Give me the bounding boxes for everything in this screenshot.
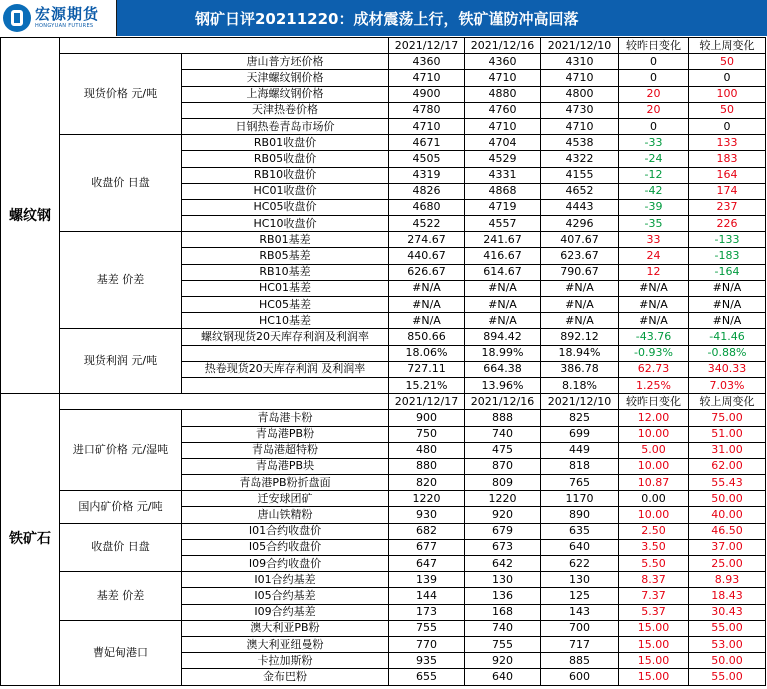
group-label: 收盘价 日盘 bbox=[60, 523, 182, 572]
value-cell: 130 bbox=[465, 572, 541, 588]
value-cell: 740 bbox=[465, 620, 541, 636]
value-cell: 699 bbox=[541, 426, 619, 442]
change-cell: #N/A bbox=[689, 280, 766, 296]
page-title: 钢矿日评20211220：成材震荡上行，铁矿谨防冲高回落 bbox=[117, 0, 767, 36]
value-cell: 1220 bbox=[389, 491, 465, 507]
change-cell: -33 bbox=[619, 135, 689, 151]
value-cell: 4710 bbox=[389, 70, 465, 86]
change-cell: -164 bbox=[689, 264, 766, 280]
value-cell: 144 bbox=[389, 588, 465, 604]
column-header: 2021/12/17 bbox=[389, 394, 465, 410]
table-row bbox=[1, 572, 766, 588]
change-cell: 55.00 bbox=[689, 669, 766, 685]
change-cell: 53.00 bbox=[689, 636, 766, 652]
indicator-name: 青岛港PB块 bbox=[182, 458, 389, 474]
value-cell: 4800 bbox=[541, 86, 619, 102]
value-cell: 4652 bbox=[541, 183, 619, 199]
change-cell: 183 bbox=[689, 151, 766, 167]
value-cell: 4322 bbox=[541, 151, 619, 167]
change-cell: 15.00 bbox=[619, 620, 689, 636]
indicator-name: 青岛港卡粉 bbox=[182, 410, 389, 426]
value-cell: 416.67 bbox=[465, 248, 541, 264]
header-blank bbox=[60, 38, 389, 54]
indicator-name: 澳大利亚PB粉 bbox=[182, 620, 389, 636]
value-cell: #N/A bbox=[541, 313, 619, 329]
value-cell: #N/A bbox=[465, 297, 541, 313]
value-cell: #N/A bbox=[541, 297, 619, 313]
change-cell: #N/A bbox=[619, 280, 689, 296]
change-cell: -0.93% bbox=[619, 345, 689, 361]
value-cell: 1170 bbox=[541, 491, 619, 507]
group-label: 曹妃甸港口 bbox=[60, 620, 182, 685]
change-cell: 12.00 bbox=[619, 410, 689, 426]
value-cell: 475 bbox=[465, 442, 541, 458]
change-cell: -0.88% bbox=[689, 345, 766, 361]
value-cell: 13.96% bbox=[465, 377, 541, 393]
indicator-name: HC01基差 bbox=[182, 280, 389, 296]
column-header: 2021/12/17 bbox=[389, 38, 465, 54]
change-cell: 0 bbox=[619, 70, 689, 86]
value-cell: 386.78 bbox=[541, 361, 619, 377]
value-cell: 4730 bbox=[541, 102, 619, 118]
value-cell: 682 bbox=[389, 523, 465, 539]
column-header: 2021/12/10 bbox=[541, 394, 619, 410]
indicator-name: 卡拉加斯粉 bbox=[182, 653, 389, 669]
change-cell: 133 bbox=[689, 135, 766, 151]
header-row bbox=[1, 394, 766, 410]
value-cell: 449 bbox=[541, 442, 619, 458]
group-label: 基差 价差 bbox=[60, 572, 182, 621]
indicator-name: I09合约收盘价 bbox=[182, 556, 389, 572]
change-cell: 20 bbox=[619, 86, 689, 102]
change-cell: -12 bbox=[619, 167, 689, 183]
value-cell: 790.67 bbox=[541, 264, 619, 280]
value-cell: 18.94% bbox=[541, 345, 619, 361]
change-cell: #N/A bbox=[689, 313, 766, 329]
value-cell: 4505 bbox=[389, 151, 465, 167]
value-cell: 274.67 bbox=[389, 232, 465, 248]
value-cell: 930 bbox=[389, 507, 465, 523]
value-cell: 4680 bbox=[389, 199, 465, 215]
change-cell: -41.46 bbox=[689, 329, 766, 345]
value-cell: 642 bbox=[465, 556, 541, 572]
change-cell: 0 bbox=[619, 54, 689, 70]
change-cell: 10.00 bbox=[619, 507, 689, 523]
indicator-name bbox=[182, 377, 389, 393]
indicator-name: RB05收盘价 bbox=[182, 151, 389, 167]
change-cell: 0.00 bbox=[619, 491, 689, 507]
value-cell: 727.11 bbox=[389, 361, 465, 377]
column-header: 2021/12/16 bbox=[465, 38, 541, 54]
section-label: 铁矿石 bbox=[1, 394, 60, 685]
indicator-name: 天津热卷价格 bbox=[182, 102, 389, 118]
change-cell: 174 bbox=[689, 183, 766, 199]
value-cell: 870 bbox=[465, 458, 541, 474]
change-cell: 7.03% bbox=[689, 377, 766, 393]
value-cell: 4826 bbox=[389, 183, 465, 199]
indicator-name: 上海螺纹钢价格 bbox=[182, 86, 389, 102]
indicator-name: I09合约基差 bbox=[182, 604, 389, 620]
column-header: 较昨日变化 bbox=[619, 38, 689, 54]
value-cell: 4710 bbox=[541, 118, 619, 134]
value-cell: 820 bbox=[389, 475, 465, 491]
logo-icon bbox=[3, 4, 31, 32]
change-cell: 50 bbox=[689, 102, 766, 118]
group-label: 收盘价 日盘 bbox=[60, 135, 182, 232]
indicator-name: 天津螺纹钢价格 bbox=[182, 70, 389, 86]
change-cell: 340.33 bbox=[689, 361, 766, 377]
value-cell: 4443 bbox=[541, 199, 619, 215]
logo-name-en: HONGYUAN FUTURES bbox=[35, 23, 94, 29]
change-cell: -24 bbox=[619, 151, 689, 167]
value-cell: 673 bbox=[465, 539, 541, 555]
value-cell: 4710 bbox=[541, 70, 619, 86]
indicator-name: HC05基差 bbox=[182, 297, 389, 313]
change-cell: 7.37 bbox=[619, 588, 689, 604]
value-cell: 717 bbox=[541, 636, 619, 652]
change-cell: 55.00 bbox=[689, 620, 766, 636]
header-row bbox=[1, 38, 766, 54]
change-cell: 30.43 bbox=[689, 604, 766, 620]
value-cell: 885 bbox=[541, 653, 619, 669]
value-cell: 407.67 bbox=[541, 232, 619, 248]
indicator-name: I05合约收盘价 bbox=[182, 539, 389, 555]
value-cell: 640 bbox=[541, 539, 619, 555]
data-table bbox=[0, 37, 766, 686]
change-cell: 1.25% bbox=[619, 377, 689, 393]
change-cell: 164 bbox=[689, 167, 766, 183]
value-cell: 4671 bbox=[389, 135, 465, 151]
value-cell: 818 bbox=[541, 458, 619, 474]
value-cell: 655 bbox=[389, 669, 465, 685]
value-cell: 900 bbox=[389, 410, 465, 426]
change-cell: 8.93 bbox=[689, 572, 766, 588]
value-cell: 679 bbox=[465, 523, 541, 539]
indicator-name: I01合约基差 bbox=[182, 572, 389, 588]
indicator-name: 澳大利亚纽曼粉 bbox=[182, 636, 389, 652]
value-cell: #N/A bbox=[389, 297, 465, 313]
change-cell: 62.00 bbox=[689, 458, 766, 474]
value-cell: 4868 bbox=[465, 183, 541, 199]
change-cell: 75.00 bbox=[689, 410, 766, 426]
group-label: 进口矿价格 元/湿吨 bbox=[60, 410, 182, 491]
table-row bbox=[1, 491, 766, 507]
value-cell: 4522 bbox=[389, 216, 465, 232]
value-cell: 125 bbox=[541, 588, 619, 604]
value-cell: 892.12 bbox=[541, 329, 619, 345]
change-cell: -35 bbox=[619, 216, 689, 232]
group-label: 现货利润 元/吨 bbox=[60, 329, 182, 394]
change-cell: #N/A bbox=[689, 297, 766, 313]
change-cell: #N/A bbox=[619, 297, 689, 313]
section-label: 螺纹钢 bbox=[1, 38, 60, 394]
value-cell: 770 bbox=[389, 636, 465, 652]
value-cell: 130 bbox=[541, 572, 619, 588]
indicator-name: 螺纹钢现货20天库存利润及利润率 bbox=[182, 329, 389, 345]
value-cell: 626.67 bbox=[389, 264, 465, 280]
value-cell: 635 bbox=[541, 523, 619, 539]
indicator-name: 青岛港超特粉 bbox=[182, 442, 389, 458]
value-cell: 894.42 bbox=[465, 329, 541, 345]
value-cell: 4319 bbox=[389, 167, 465, 183]
value-cell: 173 bbox=[389, 604, 465, 620]
value-cell: 4331 bbox=[465, 167, 541, 183]
value-cell: 4880 bbox=[465, 86, 541, 102]
indicator-name: 迁安球团矿 bbox=[182, 491, 389, 507]
value-cell: 4710 bbox=[465, 70, 541, 86]
value-cell: 4557 bbox=[465, 216, 541, 232]
value-cell: 4360 bbox=[465, 54, 541, 70]
value-cell: 241.67 bbox=[465, 232, 541, 248]
change-cell: 18.43 bbox=[689, 588, 766, 604]
change-cell: -133 bbox=[689, 232, 766, 248]
indicator-name: 热卷现货20天库存利润 及利润率 bbox=[182, 361, 389, 377]
change-cell: 31.00 bbox=[689, 442, 766, 458]
change-cell: 5.50 bbox=[619, 556, 689, 572]
value-cell: 664.38 bbox=[465, 361, 541, 377]
change-cell: 46.50 bbox=[689, 523, 766, 539]
value-cell: 4538 bbox=[541, 135, 619, 151]
value-cell: 4704 bbox=[465, 135, 541, 151]
value-cell: 4155 bbox=[541, 167, 619, 183]
report-header bbox=[0, 0, 767, 37]
change-cell: 8.37 bbox=[619, 572, 689, 588]
change-cell: 5.37 bbox=[619, 604, 689, 620]
value-cell: 623.67 bbox=[541, 248, 619, 264]
value-cell: 614.67 bbox=[465, 264, 541, 280]
change-cell: 55.43 bbox=[689, 475, 766, 491]
value-cell: 4760 bbox=[465, 102, 541, 118]
value-cell: 740 bbox=[465, 426, 541, 442]
indicator-name: 唐山普方坯价格 bbox=[182, 54, 389, 70]
change-cell: 50.00 bbox=[689, 653, 766, 669]
change-cell: 10.00 bbox=[619, 458, 689, 474]
indicator-name: RB05基差 bbox=[182, 248, 389, 264]
indicator-name: 日钢热卷青岛市场价 bbox=[182, 118, 389, 134]
change-cell: 62.73 bbox=[619, 361, 689, 377]
value-cell: 4710 bbox=[465, 118, 541, 134]
header-blank bbox=[60, 394, 389, 410]
value-cell: 480 bbox=[389, 442, 465, 458]
change-cell: 50.00 bbox=[689, 491, 766, 507]
value-cell: 640 bbox=[465, 669, 541, 685]
indicator-name: RB01收盘价 bbox=[182, 135, 389, 151]
column-header: 较昨日变化 bbox=[619, 394, 689, 410]
table-row bbox=[1, 329, 766, 345]
value-cell: 677 bbox=[389, 539, 465, 555]
change-cell: 226 bbox=[689, 216, 766, 232]
indicator-name: HC10收盘价 bbox=[182, 216, 389, 232]
value-cell: 825 bbox=[541, 410, 619, 426]
change-cell: 15.00 bbox=[619, 653, 689, 669]
change-cell: 100 bbox=[689, 86, 766, 102]
value-cell: 4900 bbox=[389, 86, 465, 102]
value-cell: 765 bbox=[541, 475, 619, 491]
column-header: 2021/12/16 bbox=[465, 394, 541, 410]
change-cell: 51.00 bbox=[689, 426, 766, 442]
change-cell: -43.76 bbox=[619, 329, 689, 345]
value-cell: 4310 bbox=[541, 54, 619, 70]
change-cell: 12 bbox=[619, 264, 689, 280]
indicator-name bbox=[182, 345, 389, 361]
change-cell: 10.87 bbox=[619, 475, 689, 491]
value-cell: 920 bbox=[465, 653, 541, 669]
change-cell: 10.00 bbox=[619, 426, 689, 442]
change-cell: 15.00 bbox=[619, 636, 689, 652]
value-cell: 809 bbox=[465, 475, 541, 491]
value-cell: 4719 bbox=[465, 199, 541, 215]
value-cell: 755 bbox=[389, 620, 465, 636]
change-cell: 5.00 bbox=[619, 442, 689, 458]
value-cell: 888 bbox=[465, 410, 541, 426]
indicator-name: RB10收盘价 bbox=[182, 167, 389, 183]
value-cell: 755 bbox=[465, 636, 541, 652]
change-cell: 2.50 bbox=[619, 523, 689, 539]
value-cell: 750 bbox=[389, 426, 465, 442]
value-cell: 622 bbox=[541, 556, 619, 572]
table-row bbox=[1, 410, 766, 426]
value-cell: 4296 bbox=[541, 216, 619, 232]
company-logo bbox=[0, 0, 117, 36]
change-cell: 0 bbox=[689, 118, 766, 134]
change-cell: 237 bbox=[689, 199, 766, 215]
column-header: 较上周变化 bbox=[689, 394, 766, 410]
value-cell: 8.18% bbox=[541, 377, 619, 393]
table-row bbox=[1, 232, 766, 248]
change-cell: -39 bbox=[619, 199, 689, 215]
column-header: 较上周变化 bbox=[689, 38, 766, 54]
change-cell: -183 bbox=[689, 248, 766, 264]
value-cell: 850.66 bbox=[389, 329, 465, 345]
value-cell: 920 bbox=[465, 507, 541, 523]
value-cell: 4529 bbox=[465, 151, 541, 167]
value-cell: 1220 bbox=[465, 491, 541, 507]
change-cell: 20 bbox=[619, 102, 689, 118]
value-cell: #N/A bbox=[465, 313, 541, 329]
indicator-name: I01合约收盘价 bbox=[182, 523, 389, 539]
change-cell: 25.00 bbox=[689, 556, 766, 572]
value-cell: 143 bbox=[541, 604, 619, 620]
value-cell: 4780 bbox=[389, 102, 465, 118]
value-cell: 18.99% bbox=[465, 345, 541, 361]
value-cell: 18.06% bbox=[389, 345, 465, 361]
value-cell: 4710 bbox=[389, 118, 465, 134]
value-cell: 4360 bbox=[389, 54, 465, 70]
value-cell: 935 bbox=[389, 653, 465, 669]
value-cell: 136 bbox=[465, 588, 541, 604]
value-cell: 15.21% bbox=[389, 377, 465, 393]
indicator-name: I05合约基差 bbox=[182, 588, 389, 604]
table-row bbox=[1, 135, 766, 151]
indicator-name: RB10基差 bbox=[182, 264, 389, 280]
group-label: 基差 价差 bbox=[60, 232, 182, 329]
value-cell: 440.67 bbox=[389, 248, 465, 264]
value-cell: 600 bbox=[541, 669, 619, 685]
change-cell: 33 bbox=[619, 232, 689, 248]
value-cell: 700 bbox=[541, 620, 619, 636]
indicator-name: HC10基差 bbox=[182, 313, 389, 329]
value-cell: 880 bbox=[389, 458, 465, 474]
value-cell: 168 bbox=[465, 604, 541, 620]
value-cell: #N/A bbox=[389, 313, 465, 329]
change-cell: 50 bbox=[689, 54, 766, 70]
table-row bbox=[1, 523, 766, 539]
change-cell: 40.00 bbox=[689, 507, 766, 523]
value-cell: #N/A bbox=[465, 280, 541, 296]
change-cell: 37.00 bbox=[689, 539, 766, 555]
indicator-name: 唐山铁精粉 bbox=[182, 507, 389, 523]
value-cell: #N/A bbox=[541, 280, 619, 296]
indicator-name: HC01收盘价 bbox=[182, 183, 389, 199]
change-cell: 0 bbox=[619, 118, 689, 134]
change-cell: 24 bbox=[619, 248, 689, 264]
indicator-name: HC05收盘价 bbox=[182, 199, 389, 215]
table-row bbox=[1, 620, 766, 636]
indicator-name: 青岛港PB粉 bbox=[182, 426, 389, 442]
value-cell: 890 bbox=[541, 507, 619, 523]
value-cell: #N/A bbox=[389, 280, 465, 296]
value-cell: 647 bbox=[389, 556, 465, 572]
value-cell: 139 bbox=[389, 572, 465, 588]
change-cell: #N/A bbox=[619, 313, 689, 329]
column-header: 2021/12/10 bbox=[541, 38, 619, 54]
table-row bbox=[1, 54, 766, 70]
indicator-name: 青岛港PB粉折盘面 bbox=[182, 475, 389, 491]
change-cell: 15.00 bbox=[619, 669, 689, 685]
group-label: 国内矿价格 元/吨 bbox=[60, 491, 182, 523]
indicator-name: 金布巴粉 bbox=[182, 669, 389, 685]
indicator-name: RB01基差 bbox=[182, 232, 389, 248]
group-label: 现货价格 元/吨 bbox=[60, 54, 182, 135]
logo-name-cn: 宏源期货 bbox=[35, 5, 100, 23]
change-cell: 0 bbox=[689, 70, 766, 86]
change-cell: -42 bbox=[619, 183, 689, 199]
change-cell: 3.50 bbox=[619, 539, 689, 555]
